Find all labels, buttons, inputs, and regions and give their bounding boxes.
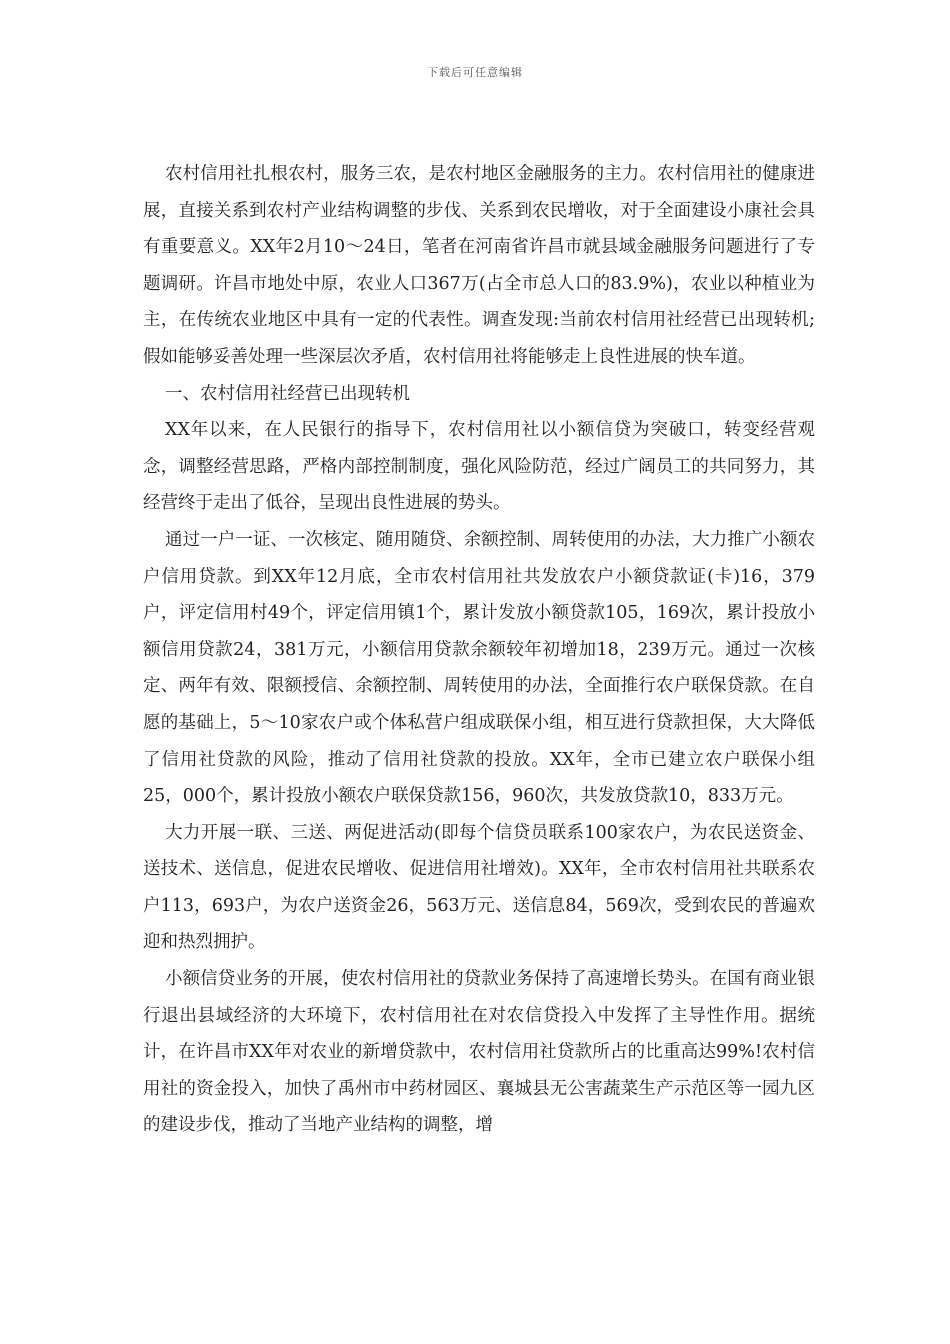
paragraph: 大力开展一联、三送、两促进活动(即每个信贷员联系100家农户，为农民送资金、送技术、送信息，促进农民增收、促进信用社增效)。XX年，全市农村信用社共联系农户113，693户，为农户送资金26，563万元、送信息84，569次，受到农民的普遍欢迎和热烈拥护。	[143, 822, 815, 953]
section-heading: 一、农村信用社经营已出现转机	[165, 383, 410, 404]
document-body	[143, 156, 815, 1144]
paragraph: 通过一户一证、一次核定、随用随贷、余额控制、周转使用的办法，大力推广小额农户信用贷款。到XX年12月底，全市农村信用社共发放农户小额贷款证(卡)16，379户，评定信用村49个，评定信用镇1个，累计发放小额贷款105，169次，累计投放小额信用贷款24，381万元，小额信用贷款余额较年初增加18，239万元。通过一次核定、两年有效、限额授信、余额控制、周转使用的办法，全面推行农户联保贷款。在自愿的基础上，5～10家农户或个体私营户组成联保小组，相互进行贷款担保，大大降低了信用社贷款的风险，推动了信用社贷款的投放。XX年，全市已建立农户联保小组25，000个，累计投放小额农户联保贷款156，960次，共发放贷款10，833万元。	[143, 529, 815, 807]
paragraph: XX年以来，在人民银行的指导下，农村信用社以小额信贷为突破口，转变经营观念，调整经营思路，严格内部控制制度，强化风险防范，经过广阔员工的共同努力，其经营终于走出了低谷，呈现出良性进展的势头。	[143, 420, 815, 514]
paragraph-intro: 农村信用社扎根农村，服务三农，是农村地区金融服务的主力。农村信用社的健康进展，直接关系到农村产业结构调整的步伐、关系到农民增收，对于全面建设小康社会具有重要意义。XX年2月10～24日，笔者在河南省许昌市就县域金融服务问题进行了专题调研。许昌市地处中原，农业人口367万(占全市总人口的83.9%)，农业以种植业为主，在传统农业地区中具有一定的代表性。调查发现:当前农村信用社经营已出现转机;假如能够妥善处理一些深层次矛盾，农村信用社将能够走上良性进展的快车道。	[143, 164, 815, 367]
page-header-note: 下载后可任意编辑	[427, 66, 523, 79]
paragraph: 小额信贷业务的开展，使农村信用社的贷款业务保持了高速增长势头。在国有商业银行退出县域经济的大环境下，农村信用社在对农信贷投入中发挥了主导性作用。据统计，在许昌市XX年对农业的新增贷款中，农村信用社贷款所占的比重高达99%!农村信用社的资金投入，加快了禹州市中药材园区、襄城县无公害蔬菜生产示范区等一园九区的建设步伐，推动了当地产业结构的调整，增	[143, 969, 815, 1136]
